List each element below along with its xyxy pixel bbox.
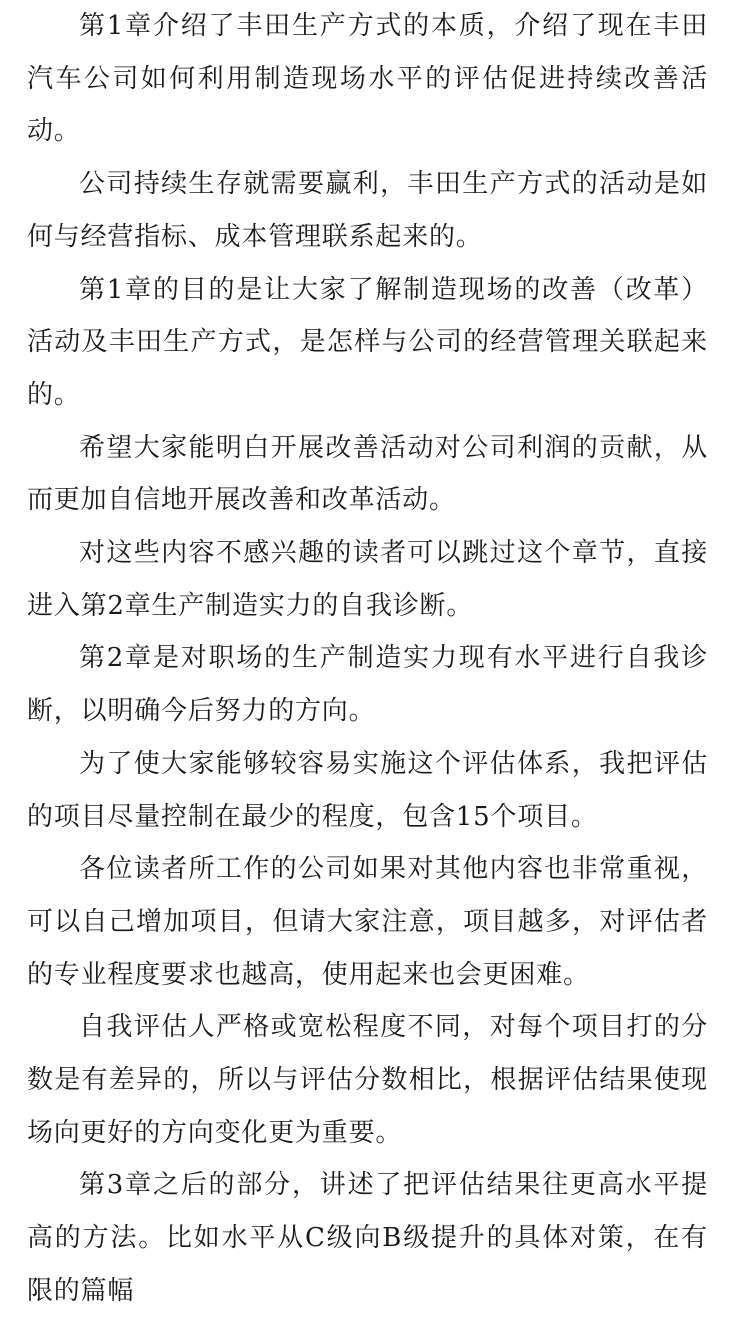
paragraph-9: 自我评估人严格或宽松程度不同，对每个项目打的分数是有差异的，所以与评估分数相比，根据评估结果使现场向更好的方向变化更为重要。 — [27, 1012, 708, 1148]
paragraph-2: 公司持续生存就需要赢利，丰田生产方式的活动是如何与经营指标、成本管理联系起来的。 — [27, 169, 708, 252]
paragraph-5: 对这些内容不感兴趣的读者可以跳过这个章节，直接进入第2章生产制造实力的自我诊断。 — [27, 538, 708, 621]
paragraph-7: 为了使大家能够较容易实施这个评估体系，我把评估的项目尽量控制在最少的程度，包含15个项目。 — [27, 748, 708, 832]
paragraph-6: 第2章是对职场的生产制造实力现有水平进行自我诊断，以明确今后努力的方向。 — [27, 643, 708, 727]
paragraph-10: 第3章之后的部分，讲述了把评估结果往更高水平提高的方法。比如水平从C级向B级提升的具体对策，在有限的篇幅 — [27, 1170, 708, 1306]
paragraph-4: 希望大家能明白开展改善活动对公司利润的贡献，从而更加自信地开展改善和改革活动。 — [27, 432, 708, 516]
paragraph-3: 第1章的目的是让大家了解制造现场的改善（改革）活动及丰田生产方式，是怎样与公司的经营管理关联起来的。 — [27, 274, 708, 410]
paragraph-1: 第1章介绍了丰田生产方式的本质，介绍了现在丰田汽车公司如何利用制造现场水平的评估促进持续改善活动。 — [27, 11, 708, 147]
paragraph-8: 各位读者所工作的公司如果对其他内容也非常重视，可以自己增加项目，但请大家注意，项目越多，对评估者的专业程度要求也越高，使用起来也会更困难。 — [27, 854, 708, 990]
